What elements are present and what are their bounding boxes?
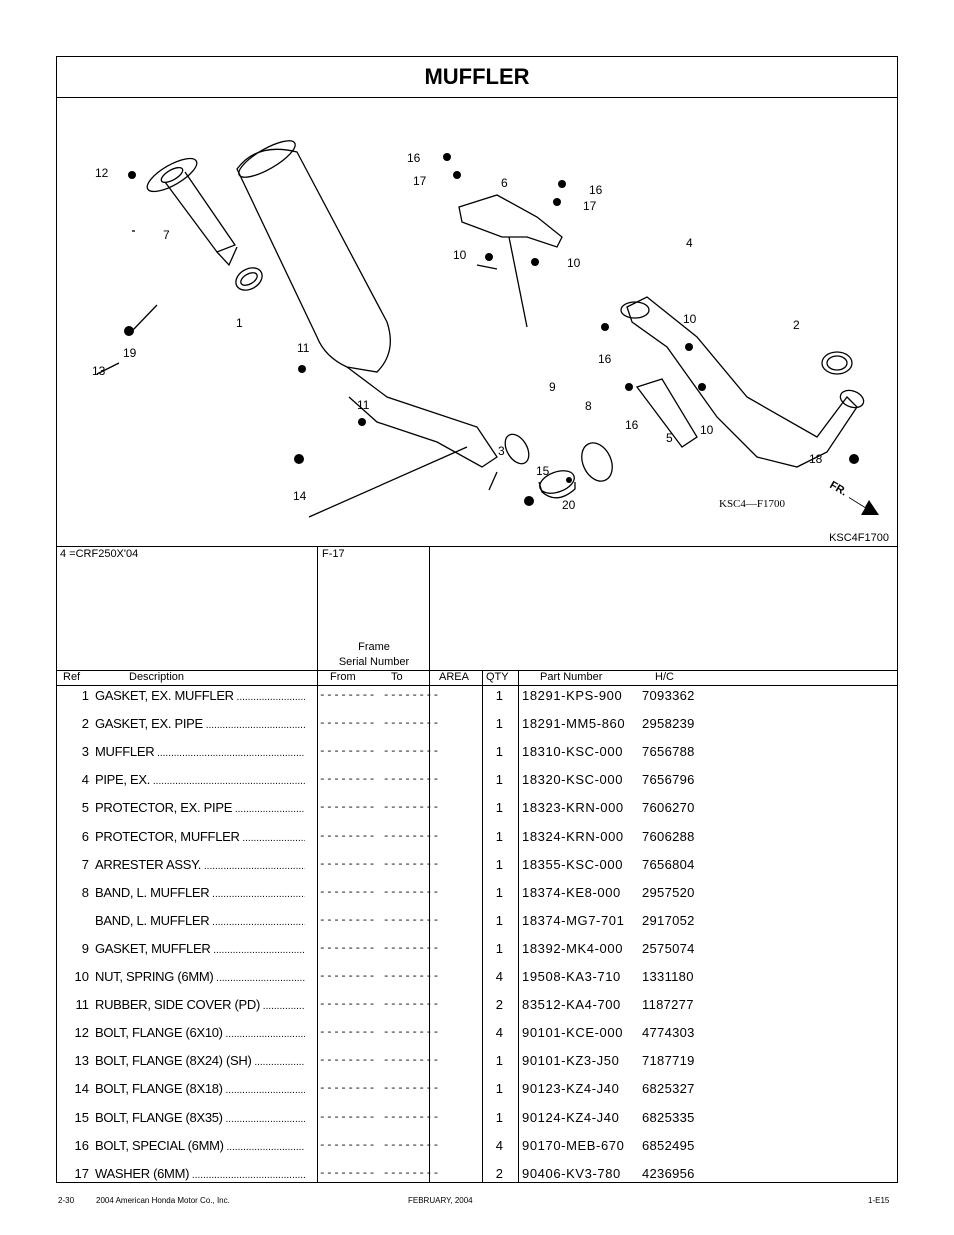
row-serial-range: -------- --------	[319, 690, 440, 702]
row-part-number: 83512-KA4-700	[522, 997, 621, 1013]
muffler-exploded-view	[57, 97, 899, 546]
row-qty: 1	[495, 716, 503, 732]
table-row	[57, 1051, 897, 1079]
callout-16c: 16	[598, 352, 612, 366]
row-qty: 1	[495, 856, 503, 872]
callout-16b: 16	[589, 183, 603, 197]
row-serial-range: -------- --------	[319, 858, 440, 871]
row-qty: 1	[495, 1053, 503, 1069]
row-serial-range: -------- --------	[319, 830, 440, 843]
table-row	[57, 855, 897, 883]
row-description: BOLT, FLANGE (6X10) .....	[95, 1025, 305, 1040]
frame-label: Frame	[358, 641, 390, 653]
parts-page-frame	[56, 56, 898, 1183]
row-description: PROTECTOR, MUFFLER .....	[95, 829, 305, 844]
row-qty: 1	[495, 828, 503, 844]
row-serial-range: -------- --------	[319, 1083, 440, 1096]
footer-code: 1-E15	[868, 1196, 890, 1205]
row-hc: 2917052	[642, 912, 695, 928]
row-ref: 15	[74, 1109, 89, 1125]
diagram-code: KSC4F1700	[829, 532, 889, 544]
table-row	[57, 1136, 897, 1164]
table-row	[57, 1164, 897, 1192]
row-qty: 1	[495, 744, 503, 760]
row-description: BOLT, FLANGE (8X24) (SH) .....	[95, 1053, 305, 1068]
row-description: PIPE, EX. .....	[95, 772, 305, 787]
row-serial-range: -------- --------	[319, 886, 440, 899]
table-row	[57, 911, 897, 939]
row-part-number: 18324-KRN-000	[522, 828, 624, 844]
row-serial-range: -------- --------	[319, 971, 440, 983]
row-hc: 7656796	[642, 772, 695, 788]
header-description: Description	[129, 671, 185, 683]
header-from: From	[330, 671, 356, 683]
row-description: ARRESTER ASSY. .....	[95, 857, 305, 872]
row-part-number: 18323-KRN-000	[522, 800, 624, 816]
page-title: MUFFLER	[57, 57, 897, 98]
footer-date: FEBRUARY, 2004	[408, 1196, 473, 1205]
row-ref: 2	[81, 716, 89, 732]
callout-20: 20	[562, 498, 576, 512]
row-ref: 12	[74, 1025, 89, 1041]
row-hc: 7656804	[642, 856, 695, 872]
callout-14: 14	[293, 489, 307, 503]
row-ref: 11	[75, 997, 89, 1013]
header-hc: H/C	[655, 671, 674, 683]
row-ref: 17	[74, 1165, 89, 1181]
table-row	[57, 883, 897, 911]
table-row	[57, 1079, 897, 1107]
row-ref: 9	[81, 940, 89, 956]
row-ref: 3	[81, 744, 89, 760]
row-serial-range: -------- --------	[319, 746, 440, 759]
row-hc: 7606270	[642, 800, 695, 816]
callout-17b: 17	[583, 199, 597, 213]
row-part-number: 90406-KV3-780	[522, 1165, 621, 1181]
row-part-number: 90124-KZ4-J40	[522, 1109, 620, 1125]
callout-10c: 10	[683, 312, 697, 326]
row-hc: 2575074	[642, 940, 695, 956]
info-section	[57, 546, 897, 671]
row-ref: 14	[74, 1081, 89, 1097]
row-part-number: 18355-KSC-000	[522, 856, 624, 872]
row-qty: 1	[495, 912, 503, 928]
row-description: BOLT, FLANGE (8X35) .....	[95, 1110, 305, 1125]
row-serial-range: -------- --------	[319, 1167, 440, 1180]
callout-16d: 16	[625, 418, 639, 432]
row-description: RUBBER, SIDE COVER (PD) .....	[95, 997, 305, 1012]
row-description: GASKET, EX. PIPE .....	[95, 716, 305, 731]
callout-13: 13	[92, 364, 106, 378]
table-row	[57, 714, 897, 742]
footer-copyright: 2004 American Honda Motor Co., Inc.	[96, 1196, 230, 1205]
row-serial-range: -------- --------	[319, 1139, 440, 1152]
callout-5: 5	[666, 431, 673, 445]
row-part-number: 18374-KE8-000	[522, 884, 621, 900]
row-hc: 6825327	[642, 1081, 695, 1097]
row-qty: 1	[495, 1081, 503, 1097]
row-ref: 13	[74, 1053, 89, 1069]
row-hc: 2957520	[642, 884, 695, 900]
row-serial-range: -------- --------	[319, 999, 440, 1012]
table-row	[57, 1023, 897, 1051]
table-row	[57, 995, 897, 1023]
row-description: GASKET, MUFFLER .....	[95, 941, 305, 956]
row-serial-range: -------- --------	[319, 1055, 440, 1068]
row-hc: 2958239	[642, 716, 695, 732]
front-arrow-icon	[849, 497, 879, 515]
row-part-number: 90170-MEB-670	[522, 1137, 625, 1153]
callout-10b: 10	[567, 256, 581, 270]
row-qty: 1	[495, 800, 503, 816]
row-description: BOLT, SPECIAL (6MM) .....	[95, 1138, 305, 1153]
callout-11b: 11	[357, 398, 370, 412]
callout-8: 8	[585, 399, 592, 413]
row-serial-range: -------- --------	[319, 1027, 440, 1040]
callout-11: 11	[297, 341, 310, 355]
row-part-number: 18374-MG7-701	[522, 912, 625, 928]
row-description: NUT, SPRING (6MM) .....	[95, 969, 305, 984]
table-row	[57, 770, 897, 798]
callout-1: 1	[236, 316, 243, 330]
header-part-number: Part Number	[540, 671, 603, 683]
row-description: GASKET, EX. MUFFLER .....	[95, 688, 305, 703]
row-hc: 1331180	[642, 969, 694, 984]
callout-2: 2	[793, 318, 800, 332]
row-hc: 7093362	[642, 688, 695, 703]
callout-6: 6	[501, 176, 508, 190]
model-note: 4 =CRF250X'04	[60, 548, 139, 560]
header-to: To	[391, 671, 403, 683]
serial-number-label: Serial Number	[338, 656, 410, 668]
row-ref: 8	[81, 884, 89, 900]
row-qty: 4	[495, 1025, 503, 1041]
callout-16: 16	[407, 151, 421, 165]
row-part-number: 18291-KPS-900	[522, 688, 623, 703]
row-qty: 1	[495, 688, 503, 703]
callout-4: 4	[686, 236, 693, 250]
row-hc: 4774303	[642, 1025, 695, 1041]
row-hc: 7656788	[642, 744, 695, 760]
row-ref: 10	[74, 969, 89, 984]
row-qty: 4	[495, 1137, 503, 1153]
row-part-number: 18392-MK4-000	[522, 940, 624, 956]
header-qty: QTY	[486, 671, 509, 683]
row-serial-range: -------- --------	[319, 942, 440, 955]
row-hc: 7187719	[642, 1053, 695, 1069]
callout-12: 12	[95, 166, 109, 180]
table-row	[57, 827, 897, 855]
column-headers	[57, 670, 897, 686]
callout-17: 17	[413, 174, 427, 188]
header-ref: Ref	[63, 671, 81, 683]
callout-10: 10	[453, 248, 467, 262]
row-description: PROTECTOR, EX. PIPE .....	[95, 800, 305, 815]
row-part-number: 90123-KZ4-J40	[522, 1081, 620, 1097]
row-qty: 1	[495, 884, 503, 900]
table-row	[57, 967, 897, 995]
callout-3: 3	[498, 444, 505, 458]
table-row	[57, 686, 897, 714]
row-hc: 4236956	[642, 1165, 695, 1181]
row-ref: 4	[81, 772, 89, 788]
row-part-number: 18291-MM5-860	[522, 716, 626, 732]
row-ref: 1	[81, 688, 89, 703]
callout-9: 9	[549, 380, 556, 394]
row-qty: 1	[495, 940, 503, 956]
row-serial-range: -------- --------	[319, 802, 440, 815]
header-area: AREA	[439, 671, 469, 683]
row-ref: 16	[74, 1137, 89, 1153]
row-qty: 1	[495, 772, 503, 788]
row-qty: 4	[495, 969, 503, 984]
footer-page: 2-30	[58, 1196, 75, 1205]
row-description: BAND, L. MUFFLER .....	[95, 913, 305, 928]
row-ref: 7	[81, 856, 89, 872]
row-hc: 1187277	[642, 997, 694, 1013]
row-description: WASHER (6MM) .....	[95, 1166, 305, 1181]
row-qty: 2	[495, 1165, 503, 1181]
callout-7: 7	[163, 228, 170, 242]
row-serial-range: -------- --------	[319, 774, 440, 787]
row-serial-range: -------- --------	[319, 718, 440, 731]
table-row	[57, 798, 897, 826]
row-hc: 6852495	[642, 1137, 695, 1153]
table-row	[57, 1108, 897, 1136]
callout-10d: 10	[700, 423, 714, 437]
row-description: BOLT, FLANGE (8X18) .....	[95, 1081, 305, 1096]
row-description: BAND, L. MUFFLER .....	[95, 885, 305, 900]
table-row	[57, 939, 897, 967]
exploded-diagram	[57, 97, 897, 547]
row-serial-range: -------- --------	[319, 1111, 440, 1124]
row-part-number: 19508-KA3-710	[522, 969, 621, 984]
row-hc: 7606288	[642, 828, 695, 844]
callout-19: 19	[123, 346, 137, 360]
front-arrow-label: FR.	[827, 479, 849, 499]
row-hc: 6825335	[642, 1109, 695, 1125]
row-part-number: 90101-KCE-000	[522, 1025, 624, 1041]
diagram-inner-code: KSC4—F1700	[719, 498, 786, 510]
row-ref: 6	[81, 828, 89, 844]
table-row	[57, 742, 897, 770]
row-part-number: 18320-KSC-000	[522, 772, 624, 788]
row-part-number: 18310-KSC-000	[522, 744, 624, 760]
row-qty: 1	[495, 1109, 503, 1125]
row-description: MUFFLER .....	[95, 744, 305, 759]
row-ref: 5	[81, 800, 89, 816]
callout-18: 18	[809, 452, 823, 466]
figure-code: F-17	[322, 548, 345, 560]
row-part-number: 90101-KZ3-J50	[522, 1053, 620, 1069]
callout-15: 15	[536, 464, 550, 478]
row-qty: 2	[495, 997, 503, 1013]
row-serial-range: -------- --------	[319, 914, 440, 927]
